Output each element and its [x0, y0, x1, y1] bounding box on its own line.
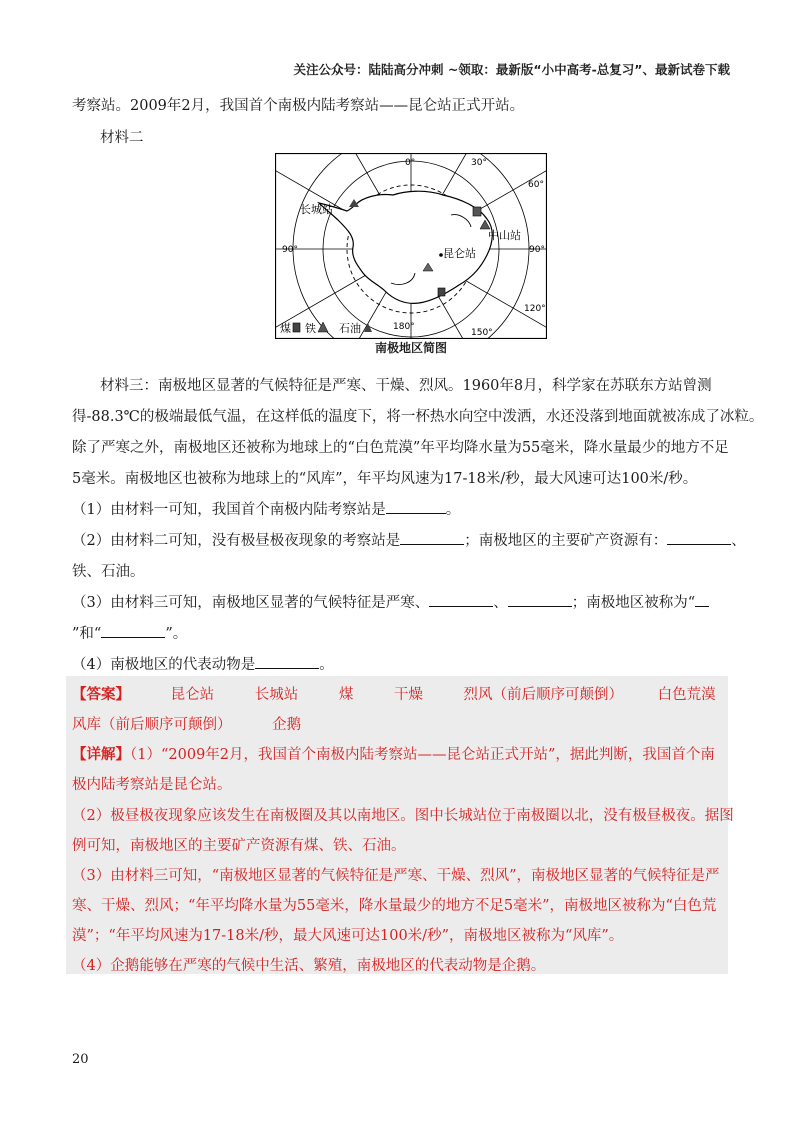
detail-text-1: （1）“2009年2月，我国首个南极内陆考察站——昆仑站正式开站”，据此判断，我国首个南	[130, 747, 715, 763]
q2-text: （2）由材料二可知，没有极昼极夜现象的考察站是	[72, 533, 401, 549]
question-1	[72, 496, 732, 524]
answer-item: 烈风（前后顺序可颠倒）	[463, 687, 624, 703]
q1-text: （1）由材料一可知，我国首个南极内陆考察站是	[72, 502, 386, 518]
q3-sep: 、	[493, 595, 508, 611]
label-120deg: 120°	[524, 304, 546, 314]
detail-line3: （2）极昼极夜现象应该发生在南极圈及其以南地区。图中长城站位于南极圈以北，没有极昼极夜。据图	[72, 808, 734, 824]
q3-blank-4	[101, 636, 165, 638]
material3-line1: 材料三：南极地区显著的气候特征是严寒、干燥、烈风。1960年8月，科学家在苏联东方站曾测	[100, 378, 712, 394]
label-90deg-right: 90°	[529, 245, 545, 255]
material3-line3: 除了严寒之外，南极地区还被称为地球上的“白色荒漠”年平均降水量为55毫米，降水量最少的地方不足	[72, 440, 729, 456]
label-kunlun-station: 昆仑站	[443, 247, 476, 260]
q3-blank-3	[695, 605, 709, 607]
q4-end: 。	[319, 657, 334, 673]
q3-blank-2	[508, 605, 572, 607]
answer-item: 长城站	[254, 687, 299, 703]
label-changcheng-station: 长城站	[300, 203, 333, 216]
question-4	[72, 651, 732, 679]
q3-line2-start: ”和“	[72, 626, 102, 642]
answer-line2	[72, 711, 732, 739]
q2-blank-2	[667, 543, 731, 545]
map-caption: 南极地区简图	[374, 341, 447, 355]
page-header: 关注公众号：陆陆高分冲刺 ~领取：最新版“小中高考-总复习”、最新试卷下载	[293, 62, 730, 77]
q3-mid: ；南极地区被称为“	[571, 595, 696, 611]
detail-line1	[72, 741, 732, 769]
q1-end: 。	[445, 502, 461, 518]
coal-symbol-east	[473, 207, 481, 216]
label-180deg: 180°	[393, 322, 415, 332]
label-30deg: 30°	[471, 158, 487, 168]
question-2-line2: 铁、石油。	[72, 564, 145, 580]
answer-label: 【答案】	[72, 686, 130, 703]
label-150deg: 150°	[471, 328, 493, 338]
answer-item: 企鹅	[272, 717, 302, 733]
detail-line2: 极内陆考察站是昆仑站。	[72, 777, 232, 793]
question-2	[72, 527, 746, 555]
legend-coal-icon	[293, 323, 300, 332]
q2-blank-1	[400, 543, 464, 545]
intro-line: 考察站。2009年2月，我国首个南极内陆考察站——昆仑站正式开站。	[72, 98, 525, 114]
detail-line5: （3）由材料三可知，“南极地区显著的气候特征是严寒、干燥、烈风”，南极地区显著的气候特征是严	[72, 868, 720, 884]
q2-end: 、	[731, 533, 746, 549]
material2-label: 材料二	[100, 130, 144, 146]
label-zhongshan-station: 中山站	[488, 229, 521, 242]
q2-mid: ；南极地区的主要矿产资源有：	[464, 533, 668, 549]
label-0deg: 0°	[405, 158, 416, 168]
q4-blank	[255, 667, 319, 669]
detail-line4: 例可知，南极地区的主要矿产资源有煤、铁、石油。	[72, 838, 406, 854]
q4-text: （4）南极地区的代表动物是	[72, 657, 256, 673]
answer-item: 昆仑站	[170, 687, 215, 703]
antarctica-map	[275, 153, 547, 339]
detail-line6: 寒、干燥、烈风；“年平均降水量为55毫米，降水量最少的地方不足5毫米”，南极地区被称为“白色荒	[72, 898, 717, 914]
q3-line2-end: ”。	[165, 626, 188, 642]
answer-item: 煤	[338, 687, 354, 703]
detail-line8: （4）企鹅能够在严寒的气候中生活、繁殖，南极地区的代表动物是企鹅。	[72, 958, 546, 974]
answer-item: 干燥	[393, 687, 423, 703]
legend-coal-label: 煤	[280, 322, 291, 335]
detail-line7: 漠”；“年平均风速为17-18米/秒，最大风速可达100米/秒”，南极地区被称为“风库”。	[72, 928, 624, 944]
answer-item: 风库（前后顺序可颠倒）	[72, 717, 232, 733]
q3-blank-1	[429, 605, 493, 607]
label-60deg: 60°	[528, 180, 544, 190]
legend-oil-label: 石油	[339, 322, 361, 335]
q3-text: （3）由材料三可知，南极地区显著的气候特征是严寒、	[72, 595, 430, 611]
answer-line1	[72, 681, 732, 709]
answer-item: 白色荒漠	[657, 687, 716, 703]
question-3	[72, 589, 732, 617]
label-90deg-left: 90°	[282, 245, 298, 255]
coal-symbol-south	[438, 288, 445, 296]
detail-label: 【详解】	[72, 746, 130, 763]
material3-line4: 5毫米。南极地区也被称为地球上的“风库”，年平均风速为17-18米/秒，最大风速可达100米/秒。	[72, 471, 698, 487]
material3-line2: 得-88.3℃的极端最低气温，在这样低的温度下，将一杯热水向空中泼洒，水还没落到地面就被冻成了冰粒。	[72, 409, 764, 425]
question-3-line2	[72, 620, 732, 648]
q1-blank	[386, 512, 446, 514]
page-number: 20	[72, 1052, 89, 1067]
legend-iron-label: 铁	[305, 322, 316, 335]
